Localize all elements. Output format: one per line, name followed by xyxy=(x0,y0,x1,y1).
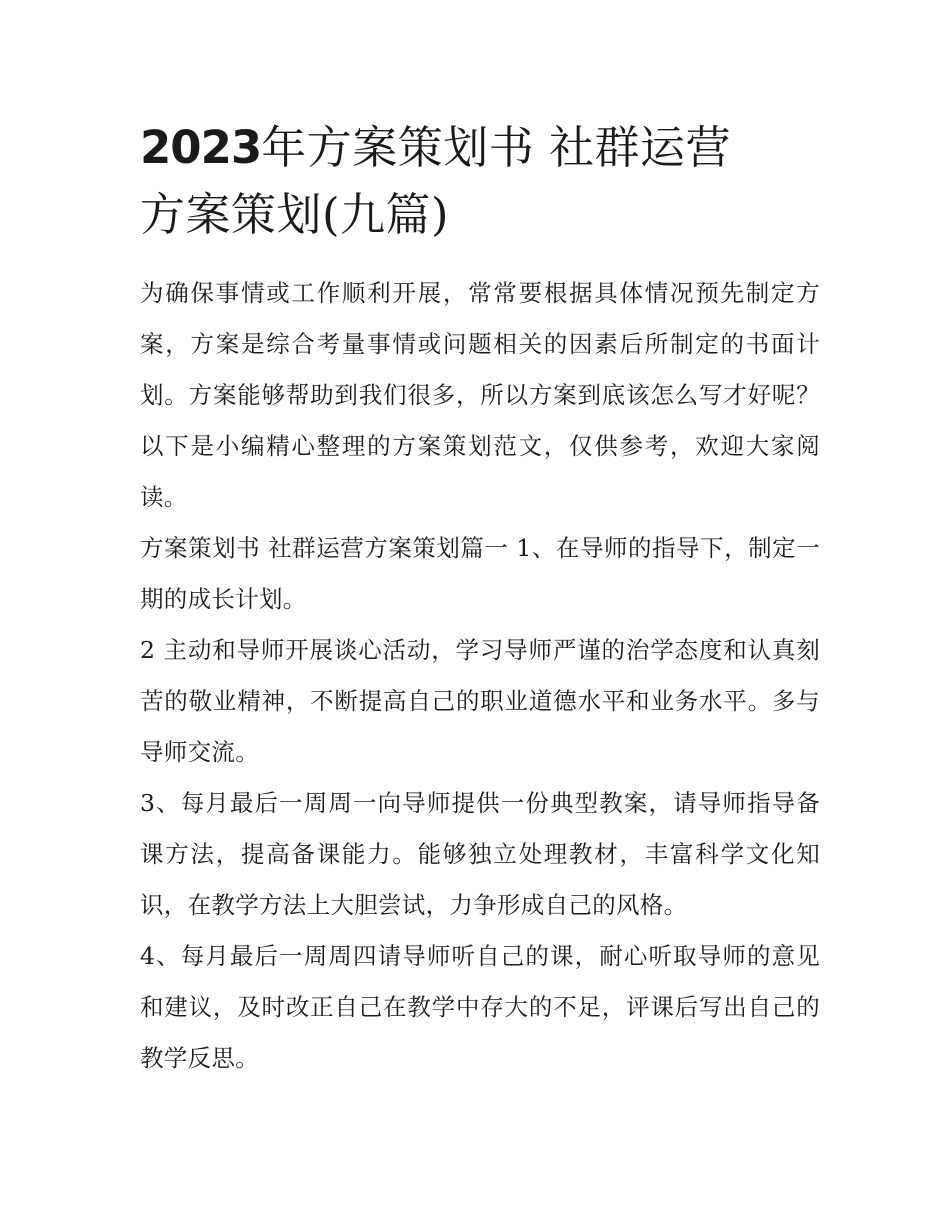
paragraph-item-4: 4、每月最后一周周四请导师听自己的课，耐心听取导师的意见和建议，及时改正自己在教学中存大的不足，评课后写出自己的教学反思。 xyxy=(140,942,820,1072)
document-body xyxy=(140,268,820,1084)
paragraph-item-1: 方案策划书 社群运营方案策划篇一 1、在导师的指导下，制定一期的成长计划。 xyxy=(140,534,820,613)
title-year: 2023 xyxy=(140,121,262,174)
title-line-1 xyxy=(140,114,820,181)
paragraph-item-2: 2 主动和导师开展谈心活动，学习导师严谨的治学态度和认真刻苦的敬业精神，不断提高自己的职业道德水平和业务水平。多与导师交流。 xyxy=(140,636,820,766)
paragraph-item-3: 3、每月最后一周周一向导师提供一份典型教案，请导师指导备课方法，提高备课能力。能够独立处理教材，丰富科学文化知识，在教学方法上大胆尝试，力争形成自己的风格。 xyxy=(140,789,820,919)
title-line-2: 方案策划(九篇) xyxy=(140,188,450,241)
document-page xyxy=(140,0,820,1084)
paragraph-intro: 为确保事情或工作顺利开展，常常要根据具体情况预先制定方案，方案是综合考量事情或问题相关的因素后所制定的书面计划。方案能够帮助到我们很多，所以方案到底该怎么写才好呢？以下是小编精心整理的方案策划范文，仅供参考，欢迎大家阅读。 xyxy=(140,279,820,511)
document-title xyxy=(140,114,820,248)
title-line-1-text: 年方案策划书 社群运营 xyxy=(261,121,732,174)
